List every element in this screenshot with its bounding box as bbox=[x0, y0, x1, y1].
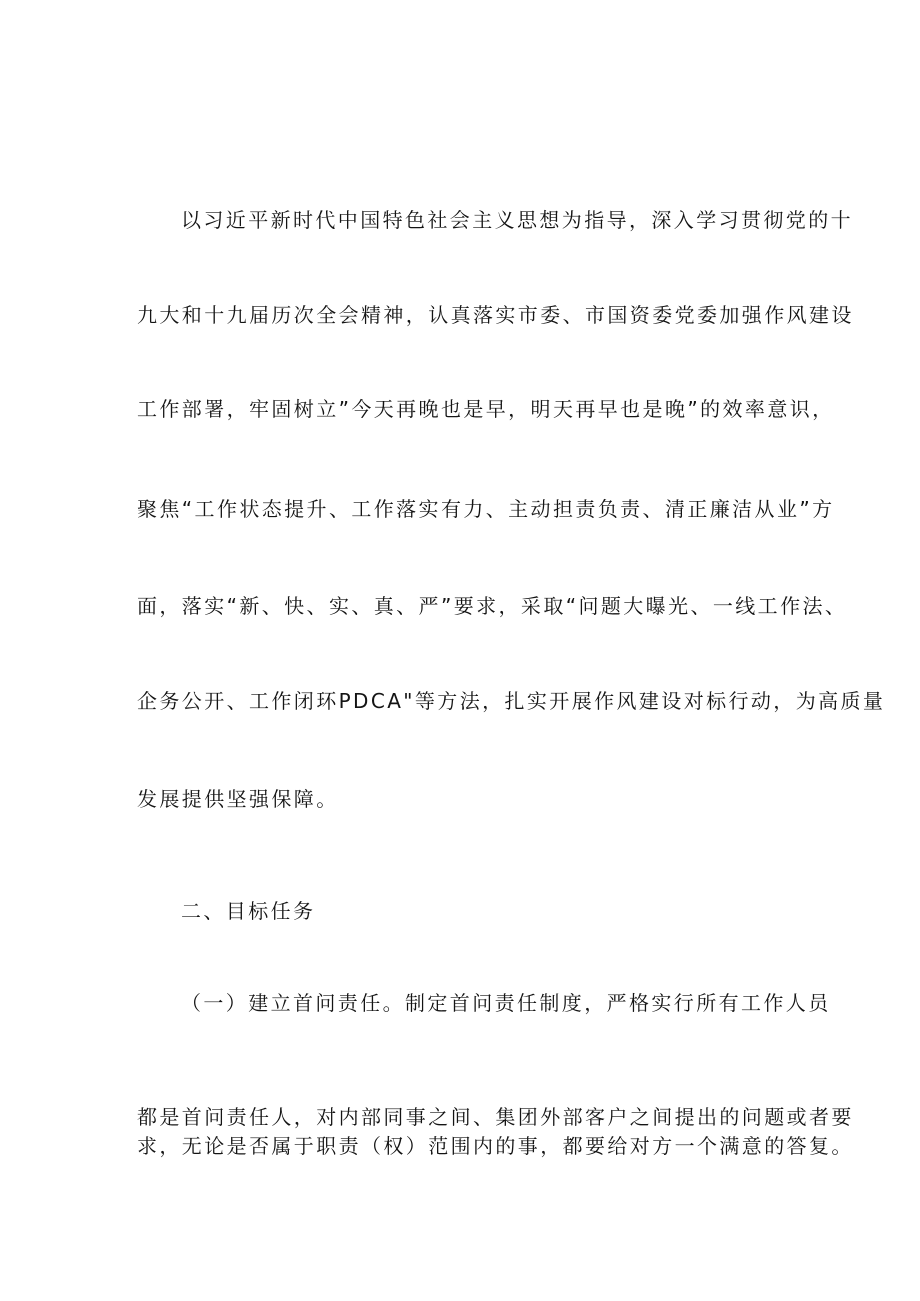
paragraph-line: 聚焦“工作状态提升、工作落实有力、主动担责负责、清正廉洁从业”方 bbox=[137, 497, 835, 521]
paragraph-line: 以习近平新时代中国特色社会主义思想为指导，深入学习贯彻党的十 bbox=[181, 208, 853, 232]
paragraph-line: 企务公开、工作闭环PDCA"等方法，扎实开展作风建设对标行动，为高质量 bbox=[137, 689, 886, 713]
paragraph-line: 求，无论是否属于职责（权）范围内的事，都要给对方一个满意的答复。 bbox=[137, 1134, 854, 1158]
paragraph-line: 都是首问责任人，对内部同事之间、集团外部客户之间提出的问题或者要 bbox=[137, 1105, 854, 1129]
paragraph-line: 工作部署，牢固树立”今天再晚也是早，明天再早也是晚”的效率意识， bbox=[137, 397, 835, 421]
paragraph-line: （一）建立首问责任。制定首问责任制度，严格实行所有工作人员 bbox=[181, 991, 831, 1015]
paragraph-line: 面，落实“新、快、实、真、严”要求，采取“问题大曝光、一线工作法、 bbox=[137, 594, 848, 618]
section-heading: 二、目标任务 bbox=[181, 899, 316, 923]
paragraph-line: 九大和十九届历次全会精神，认真落实市委、市国资委党委加强作风建设 bbox=[137, 303, 854, 327]
paragraph-line: 发展提供坚强保障。 bbox=[137, 787, 339, 811]
